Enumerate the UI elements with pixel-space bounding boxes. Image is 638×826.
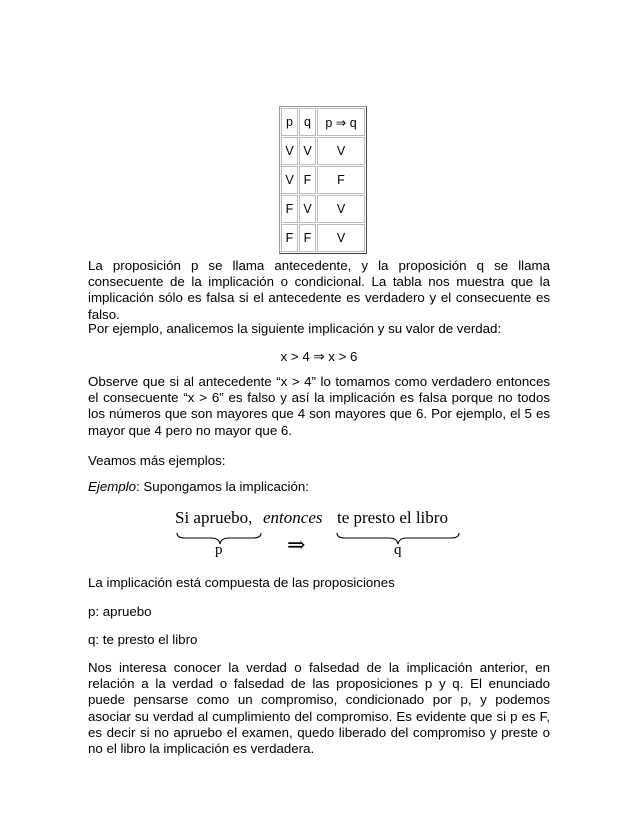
proposition-p: p: apruebo: [88, 604, 152, 619]
table-cell: V: [317, 137, 365, 165]
table-row: [281, 166, 365, 194]
table-cell: F: [317, 166, 365, 194]
example-text: : Supongamos la implicación:: [136, 479, 309, 494]
example-label: Ejemplo: [88, 479, 137, 494]
paragraph-composition: La implicación está compuesta de las proposiciones: [88, 575, 395, 590]
figure-part2: te presto el libro: [337, 508, 448, 527]
table-cell: V: [317, 195, 365, 223]
paragraph-interest: Nos interesa conocer la verdad o falsedad de la implicación anterior, en relación a la verdad o falsedad de las proposiciones p y q. El enunciado puede pensarse como un compromiso, condicionado por p, y podemos asociar su verdad al cumplimiento del compromiso. Es evidente que si p es F, es decir si no apruebo el examen, quedo liberado del compromiso y preste o no el libro la implicación es verdadera.: [88, 660, 550, 757]
paragraph-antecedent: La proposición p se llama antecedente, y la proposición q se llama consecuente de la implicación o condicional. La tabla nos muestra que la implicación sólo es falsa si el antecedente es verdadero y el consecuente es falso.: [88, 258, 550, 322]
table-cell: V: [281, 137, 298, 165]
table-header-cell: p: [281, 108, 298, 136]
table-header-cell: p ⇒ q: [317, 108, 365, 136]
figure-connective: entonces: [263, 508, 323, 527]
proposition-q: q: te presto el libro: [88, 632, 198, 647]
figure-part1: Si apruebo,: [175, 508, 253, 527]
table-cell: V: [281, 166, 298, 194]
table-row: [281, 195, 365, 223]
table-cell: V: [299, 137, 316, 165]
example-line: [88, 479, 550, 495]
figure-label-p: p: [215, 542, 223, 558]
implication-figure: [175, 508, 465, 558]
table-row: [281, 137, 365, 165]
truth-table: [279, 106, 367, 254]
table-cell: F: [281, 195, 298, 223]
paragraph-more-examples: Veamos más ejemplos:: [88, 453, 226, 468]
table-header-row: [281, 108, 365, 136]
table-header-cell: q: [299, 108, 316, 136]
table-cell: V: [317, 224, 365, 252]
paragraph-example-intro: Por ejemplo, analicemos la siguiente implicación y su valor de verdad:: [88, 321, 502, 336]
formula: x > 4 ⇒ x > 6: [280, 349, 358, 364]
figure-label-q: q: [394, 542, 402, 558]
table-cell: F: [281, 224, 298, 252]
table-cell: F: [299, 166, 316, 194]
table-cell: V: [299, 195, 316, 223]
paragraph-observe: Observe que si al antecedente “x > 4” lo tomamos como verdadero entonces el consecuente “x > 6” es falso y así la implicación es falsa porque no todos los números que son mayores que 4 son mayores que 6. Por ejemplo, el 5 es mayor que 4 pero no mayor que 6.: [88, 374, 550, 438]
table-row: [281, 224, 365, 252]
table-cell: F: [299, 224, 316, 252]
implies-arrow: ⇒: [287, 532, 306, 557]
